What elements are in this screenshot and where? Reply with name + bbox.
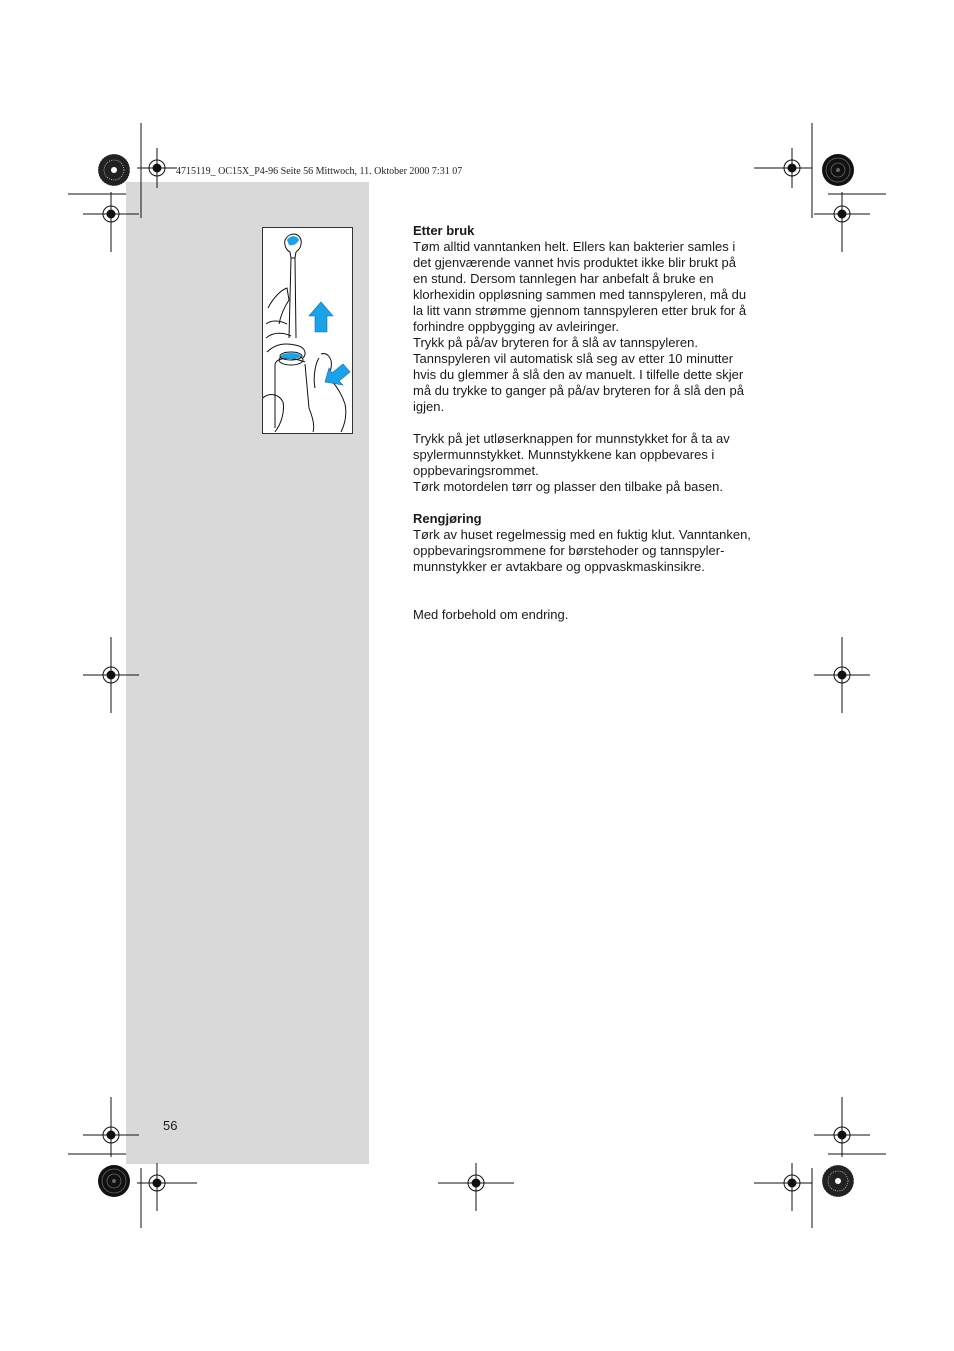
print-slug-line: 4715119_ OC15X_P4-96 Seite 56 Mittwoch, 11. Oktober 2000 7:31 07 (176, 166, 463, 177)
text-line: oppbevaringsrommet. (413, 463, 539, 478)
text-line: det gjenværende vannet hvis produktet ikke blir brukt på (413, 255, 737, 270)
text-line: klorhexidin oppløsning sammen med tannspyleren, må du (413, 287, 747, 302)
text-line: hvis du glemmer å slå den av manuelt. I tilfelle dette skjer (413, 367, 744, 382)
footer-note: Med forbehold om endring. (413, 607, 569, 622)
text-line: spylermunnstykket. Munnstykkene kan oppbevares i (413, 447, 715, 462)
text-line: la litt vann strømme gjennom tannspyleren etter bruk for å (413, 303, 747, 318)
text-line: Tørk av huset regelmessig med en fuktig klut. Vanntanken, (413, 527, 751, 542)
text-line: oppbevaringsrommene for børstehoder og tannspyler- (413, 543, 725, 558)
section-heading-after-use: Etter bruk (413, 223, 475, 238)
text-line: Trykk på på/av bryteren for å slå av tannspyleren. (413, 335, 698, 350)
text-line: Tørk motordelen tørr og plasser den tilbake på basen. (413, 479, 723, 494)
section-heading-cleaning: Rengjøring (413, 511, 482, 526)
page-number: 56 (163, 1118, 178, 1133)
oral-irrigator-illustration (262, 227, 353, 434)
text-line: forhindre oppbygging av avleiringer. (413, 319, 619, 334)
text-line: må du trykke to ganger på på/av bryteren for å slå den på (413, 383, 744, 398)
text-line: en stund. Dersom tannlegen har anbefalt å bruke en (413, 271, 714, 286)
text-line: igjen. (413, 399, 445, 414)
text-line: Tøm alltid vanntanken helt. Ellers kan bakterier samles i (413, 239, 736, 254)
text-line: Tannspyleren vil automatisk slå seg av etter 10 minutter (413, 351, 734, 366)
main-text-column (413, 223, 773, 623)
text-line: munnstykker er avtakbare og oppvaskmaskinsikre. (413, 559, 705, 574)
text-line: Trykk på jet utløserknappen for munnstykket for å ta av (413, 431, 730, 446)
